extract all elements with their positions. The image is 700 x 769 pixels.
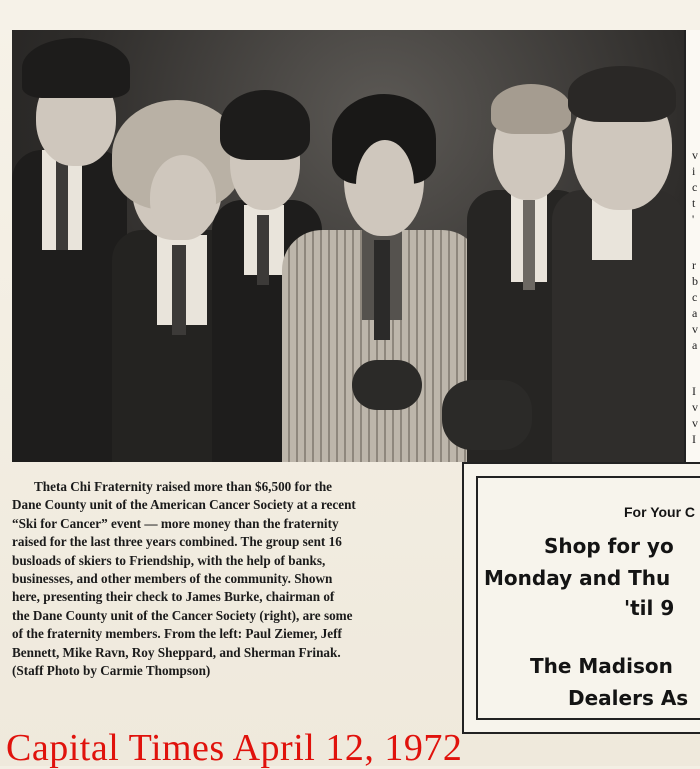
caption-line: here, presenting their check to James Burke, chairman of [12, 589, 335, 605]
caption-line: the Dane County unit of the Cancer Society (right), are some [12, 607, 353, 623]
ad-line-4: 'til 9 [624, 596, 675, 620]
caption-line: Theta Chi Fraternity raised more than $6,500 for the [34, 479, 333, 494]
fragment-letter: r [692, 258, 696, 272]
ad-line-3: Monday and Thu [484, 566, 671, 590]
caption-line: busloads of skiers to Friendship, with the help of banks, [12, 552, 326, 568]
fragment-letter: v [692, 400, 698, 414]
fragment-letter: c [692, 290, 698, 304]
ad-line-6: Dealers As [568, 686, 689, 710]
ad-line-5: The Madison [530, 654, 673, 678]
trophy-left [352, 360, 422, 410]
person-james-burke [542, 50, 684, 462]
caption-line: “Ski for Cancer” event — more money than the fraternity [12, 515, 339, 531]
fragment-letter: a [692, 306, 698, 320]
fragment-letter: ' [692, 212, 695, 226]
news-photo [12, 30, 684, 462]
fragment-letter: i [692, 164, 696, 178]
fragment-letter: I [692, 384, 696, 398]
fragment-letter: c [692, 180, 698, 194]
caption-line: businesses, and other members of the community. Shown [12, 571, 333, 587]
date-stamp: Capital Times April 12, 1972 [6, 727, 463, 769]
fragment-letter: v [692, 148, 698, 162]
adjacent-article-edge [684, 30, 700, 462]
ad-line-2: Shop for yo [544, 534, 674, 558]
caption-line: Bennett, Mike Ravn, Roy Sheppard, and Sherman Frinak. [12, 644, 341, 660]
caption-line: Dane County unit of the American Cancer Society at a recent [12, 497, 356, 513]
caption-credit: (Staff Photo by Carmie Thompson) [12, 663, 211, 679]
fragment-letter: I [692, 432, 696, 446]
advertisement-box [462, 462, 700, 734]
fragment-letter: v [692, 416, 698, 430]
fragment-letter: t [692, 196, 696, 210]
ad-line-1: For Your C [624, 504, 696, 520]
fragment-letter: a [692, 338, 698, 352]
fragment-letter: v [692, 322, 698, 336]
trophy-right [442, 380, 532, 450]
photo-caption [12, 478, 448, 680]
fragment-letter: b [692, 274, 698, 288]
caption-line: of the fraternity members. From the left: Paul Ziemer, Jeff [12, 626, 342, 642]
caption-line: raised for the last three years combined. The group sent 16 [12, 534, 342, 550]
